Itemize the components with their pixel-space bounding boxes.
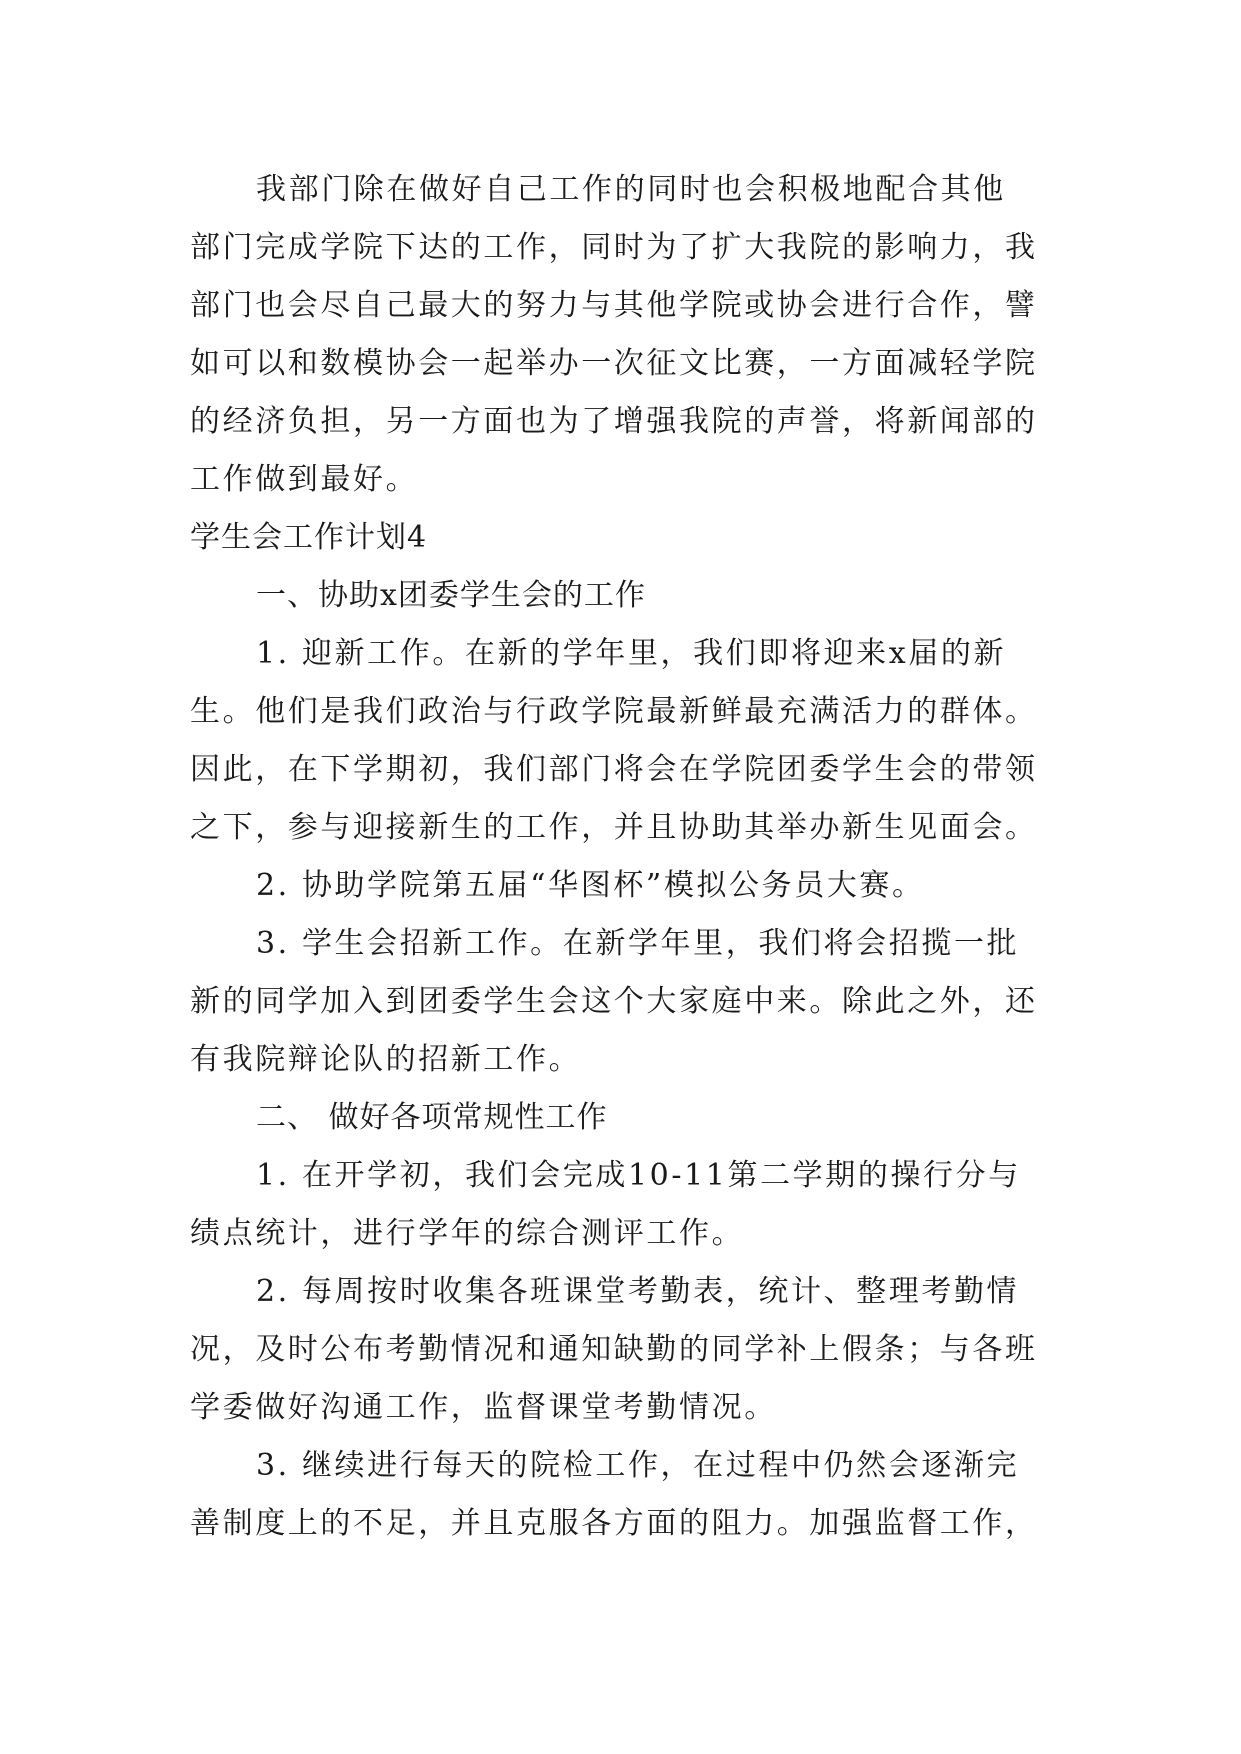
list-item-line: 3. 继续进行每天的院检工作，在过程中仍然会逐渐完	[256, 1448, 1020, 1483]
paragraph-line: 如可以和数模协会一起举办一次征文比赛，一方面减轻学院	[190, 346, 1038, 381]
paragraph-line: 工作做到最好。	[190, 462, 419, 497]
section-heading: 一、协助x团委学生会的工作	[256, 578, 646, 613]
paragraph-line: 生。他们是我们政治与行政学院最新鲜最充满活力的群体。	[190, 694, 1038, 729]
section-title: 学生会工作计划4	[190, 520, 428, 555]
paragraph-line: 的经济负担，另一方面也为了增强我院的声誉，将新闻部的	[190, 404, 1038, 439]
list-item-line: 2. 协助学院第五届“华图杯”模拟公务员大赛。	[256, 868, 925, 903]
paragraph-line: 绩点统计，进行学年的综合测评工作。	[190, 1216, 745, 1251]
list-item-line: 2. 每周按时收集各班课堂考勤表，统计、整理考勤情	[256, 1274, 1020, 1309]
paragraph-line: 部门完成学院下达的工作，同时为了扩大我院的影响力，我	[190, 230, 1038, 265]
paragraph-line: 新的同学加入到团委学生会这个大家庭中来。除此之外，还	[190, 984, 1038, 1019]
list-item-line: 1. 在开学初，我们会完成10-11第二学期的操行分与	[256, 1158, 1021, 1193]
paragraph-line: 之下，参与迎接新生的工作，并且协助其举办新生见面会。	[190, 810, 1038, 845]
paragraph-line: 部门也会尽自己最大的努力与其他学院或协会进行合作，譬	[190, 288, 1038, 323]
list-item-line: 3. 学生会招新工作。在新学年里，我们将会招揽一批	[256, 926, 1020, 961]
paragraph-line: 我部门除在做好自己工作的同时也会积极地配合其他	[256, 172, 1006, 207]
paragraph-line: 学委做好沟通工作，监督课堂考勤情况。	[190, 1390, 777, 1425]
paragraph-line: 有我院辩论队的招新工作。	[190, 1042, 582, 1077]
section-heading: 二、 做好各项常规性工作	[256, 1100, 608, 1135]
paragraph-line: 因此，在下学期初，我们部门将会在学院团委学生会的带领	[190, 752, 1038, 787]
list-item-line: 1. 迎新工作。在新的学年里，我们即将迎来x届的新	[256, 636, 1007, 671]
paragraph-line: 况，及时公布考勤情况和通知缺勤的同学补上假条；与各班	[190, 1332, 1038, 1367]
paragraph-line: 善制度上的不足，并且克服各方面的阻力。加强监督工作，	[190, 1506, 1038, 1541]
